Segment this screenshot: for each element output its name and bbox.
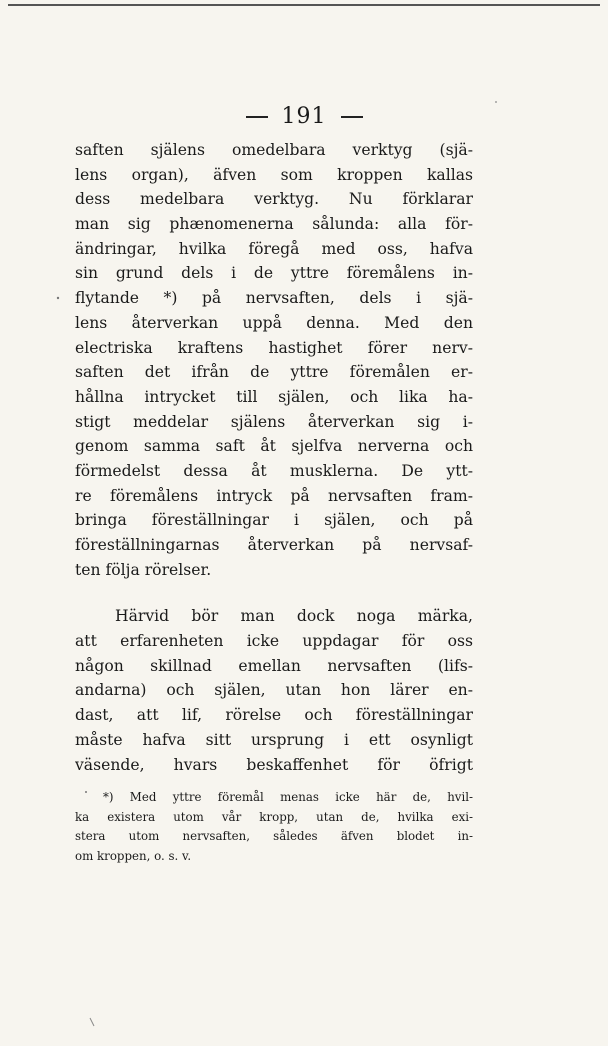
text-line: Härvid bör man dock noga märka,: [115, 607, 473, 626]
text-line: föreställningarnas återverkan på nervsaf-: [75, 536, 473, 554]
text-line: att erfarenheten icke uppdagar för oss: [75, 632, 473, 651]
text-line: lens organ), äfven som kroppen kallas: [75, 165, 473, 184]
text-line: electriska kraftens hastighet förer nerv-: [75, 338, 473, 357]
footnote: [75, 788, 473, 866]
header-dash-right: [341, 116, 363, 118]
text-line: förmedelst dessa åt musklerna. De ytt-: [75, 461, 473, 480]
paragraph-2: [75, 604, 473, 777]
text-line: saften själens omedelbara verktyg (sjä-: [75, 141, 473, 159]
text-line: dess medelbara verktyg. Nu förklarar: [75, 190, 473, 209]
text-line: dast, att lif, rörelse och föreställningar: [75, 706, 473, 725]
top-border-rule: [8, 4, 600, 6]
footnote-line: om kroppen, o. s. v.: [75, 848, 192, 863]
text-line: re föremålens intryck på nervsaften fram-: [75, 486, 473, 505]
footnote-line: stera utom nervsaften, således äfven blodet in-: [75, 829, 473, 843]
text-line: flytande *) på nervsaften, dels i sjä-: [75, 289, 473, 308]
text-line: andarna) och själen, utan hon lärer en-: [75, 681, 473, 700]
text-line: hållna intrycket till själen, och lika ha-: [75, 387, 473, 406]
text-line: sin grund dels i de yttre föremålens in-: [75, 264, 473, 283]
footnote-line: *) Med yttre föremål menas icke här de, hvil-: [103, 790, 473, 804]
text-line: genom samma saft åt sjelfva nerverna och: [75, 437, 473, 456]
text-line: någon skillnad emellan nervsaften (lifs-: [75, 656, 473, 675]
text-line: väsende, hvars beskaffenhet för öfrigt: [75, 755, 473, 774]
page-header: [0, 104, 608, 129]
text-line: måste hafva sitt ursprung i ett osynligt: [75, 730, 473, 749]
text-line: ten följa rörelser.: [75, 560, 212, 579]
text-line: man sig phænomenerna sålunda: alla för-: [75, 215, 473, 234]
text-line: stigt meddelar själens återverkan sig i-: [75, 412, 473, 431]
speck: [57, 297, 59, 299]
text-line: ändringar, hvilka föregå med oss, hafva: [75, 239, 473, 258]
footnote-line: ka existera utom vår kropp, utan de, hvilka exi-: [75, 809, 473, 824]
text-line: saften det ifrån de yttre föremålen er-: [75, 363, 473, 382]
paragraph-1: [75, 138, 473, 582]
text-line: bringa föreställningar i själen, och på: [75, 511, 473, 530]
speck: [90, 1018, 94, 1026]
paragraph-gap: [75, 582, 473, 604]
speck: [495, 101, 497, 103]
text-line: lens återverkan uppå denna. Med den: [75, 313, 473, 332]
body-text: [75, 138, 473, 777]
page-number: 191: [281, 104, 327, 129]
header-dash-left: [246, 116, 268, 118]
